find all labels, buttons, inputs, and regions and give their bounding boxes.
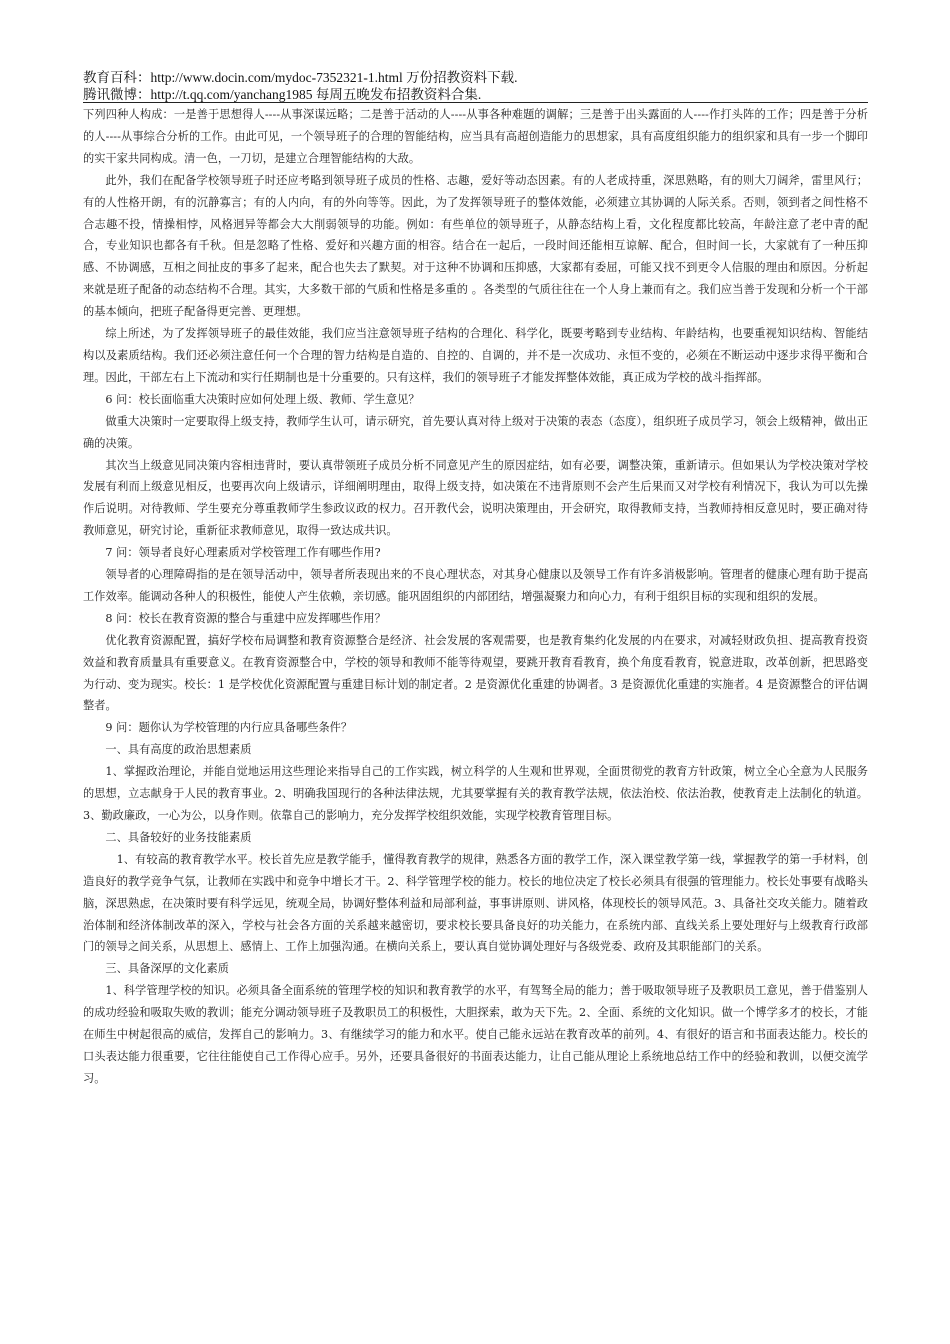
- document-body: [83, 104, 868, 1090]
- paragraph: 此外，我们在配备学校领导班子时还应考略到领导班子成员的性格、志趣，爱好等动态因素。有的人老成持重，深思熟略，有的则大刀阔斧，雷里风行；有的人性格开朗，有的沉静寡言；有的人内向，有的外向等等。因此，为了发挥领导班子的整体效能，必须建立其协调的人际关系。否则，领到者之间性格不合志趣不投，情操相悖，风格迥异等都会大大削弱领导的功能。例如：有些单位的领导班子，从静态结构上看，文化程度都比较高，年龄注意了老中青的配合，专业知识也都各有千秋。但是忽略了性格、爱好和兴趣方面的相容。结合在一起后，一段时间还能相互谅解、配合，但时间一长，大家就有了一种压抑感、不协调感，互相之间扯皮的事多了起来，配合也失去了默契。对于这种不协调和压抑感，大家都有委屈，可能又找不到更令人信服的理由和原因。分析起来就是班子配备的动态结构不合理。其实，大多数干部的气质和性格是多重的 。各类型的气质往往在一个人身上兼而有之。我们应当善于发现和分析一个干部的基本倾向，把班子配备得更完善、更理想。: [83, 173, 868, 319]
- paragraph: 综上所述，为了发挥领导班子的最佳效能，我们应当注意领导班子结构的合理化、科学化，既要考略到专业结构、年龄结构，也要重视知识结构、智能结构以及素质结构。我们还必须注意任何一个合理的智力结构是自造的、自控的、自调的，并不是一次成功、永恒不变的，必须在不断运动中逐步求得平衡和合理。因此，干部左右上下流动和实行任期制也是十分重要的。只有这样，我们的领导班子才能发挥整体效能，真正成为学校的战斗指挥部。: [83, 327, 868, 384]
- paragraph: 其次当上级意见同决策内容相违背时，要认真带领班子成员分析不同意见产生的原因症结，如有必要，调整决策，重新请示。但如果认为学校决策对学校发展有利而上级意见相反，也要再次向上级请示，详细阐明理由，取得上级支持，如决策在不违背原则不会产生后果而又对学校有利情况下，我认为可以先操作后说明。对待教师、学生要充分尊重教师学生参政议政的权力。召开教代会，说明决策理由，开会研究，取得教师支持，当教师持相反意见时，要正确对待教师意见，研究讨论，重新征求教师意见，取得一致达成共识。: [83, 458, 868, 538]
- paragraph: 下列四种人构成：一是善于思想得人----从事深谋远略；二是善于活动的人----从事各种难题的调解；三是善于出头露面的人----作打头阵的工作；四是善于分析的人----从事综合分析的工作。由此可见，一个领导班子的合理的智能结构，应当具有高超创造能力的思想家，具有高度组织能力的组织家和具有一步一个脚印的实干家共同构成。清一色，一刀切，是建立合理智能结构的大敌。: [83, 108, 868, 165]
- section-heading: 二、具备较好的业务技能素质: [105, 830, 252, 844]
- paragraph: 1、有较高的教育教学水平。校长首先应是教学能手，懂得教育教学的规律，熟悉各方面的教学工作，深入课堂教学第一线，掌握教学的第一手材料，创造良好的教学竞争气氛，让教师在实践中和竞争中增长才干。2、科学管理学校的能力。校长的地位决定了校长必须具有很强的管理能力。校长处事要有战略头脑，深思熟虑，在决策时要有科学远见，统观全局，协调好整体利益和局部利益，事事讲原则、讲风格，体现校长的领导风范。3、具备社交攻关能力。随着政治体制和经济体制改革的深入，学校与社会各方面的关系越来越密切，要求校长要具备良好的功关能力，在系统内部、直线关系上要处理好与上级教育行政部门的领导之间关系，从思想上、感情上、工作上加强沟通。在横向关系上，要认真自觉协调处理好与各级党委、政府及其职能部门的关系。: [83, 852, 868, 954]
- paragraph: 优化教育资源配置，搞好学校布局调整和教育资源整合是经济、社会发展的客观需要，也是教育集约化发展的内在要求，对减轻财政负担、提高教育投资效益和教育质量具有重要意义。在教育资源整合中，学校的领导和教师不能等待观望，要跳开教育看教育，换个角度看教育，锐意进取，改革创新，把思路变为行动、变为现实。校长：1 是学校优化资源配置与重建目标计划的制定者。2 是资源优化重建的协调者。3 是资源优化重建的实施者。4 是资源整合的评估调整者。: [83, 633, 868, 713]
- question-heading: 7 问：领导者良好心理素质对学校管理工作有哪些作用?: [105, 546, 381, 560]
- paragraph: 领导者的心理障碍指的是在领导活动中，领导者所表现出来的不良心理状态，对其身心健康以及领导工作有许多消极影响。管理者的健康心理有助于提高工作效率。能调动各种人的积极性，能使人产生依赖，亲切感。能巩固组织的内部团结，增强凝聚力和向心力，有利于组织目标的实现和组织的发展。: [83, 568, 868, 603]
- question-heading: 6 问：校长面临重大决策时应如何处理上级、教师、学生意见？: [105, 392, 420, 406]
- section-heading: 一、具有高度的政治思想素质: [105, 743, 252, 757]
- paragraph: 做重大决策时一定要取得上级支持，教师学生认可，请示研究，首先要认真对待上级对于决策的表态（态度），组织班子成员学习，领会上级精神，做出正确的决策。: [83, 414, 868, 450]
- section-heading: 三、具备深厚的文化素质: [105, 962, 230, 976]
- paragraph: 1、掌握政治理论，并能自觉地运用这些理论来指导自己的工作实践，树立科学的人生观和世界观，全面贯彻党的教育方针政策，树立全心全意为人民服务的思想，立志献身于人民的教育事业。2、明确我国现行的各种法律法规，尤其要掌握有关的教育教学法规，依法治校、依法治教，使教育走上法制化的轨道。3、勤政廉政，一心为公，以身作则。依靠自己的影响力，充分发挥学校组织效能，实现学校教育管理目标。: [83, 765, 868, 822]
- question-heading: 9 问：题你认为学校管理的内行应具备哪些条件？: [105, 721, 353, 735]
- header-divider: [83, 102, 868, 103]
- header-weibo-link[interactable]: 腾讯微博：http://t.qq.com/yanchang1985 每周五晚发布招教资料合集.: [83, 87, 482, 102]
- page-header: [83, 69, 868, 103]
- paragraph: 1、科学管理学校的知识。必须具备全面系统的管理学校的知识和教育教学的水平，有驾驽全局的能力；善于吸取领导班子及教职员工意见，善于借鉴别人的成功经验和吸取失败的教训；能充分调动领导班子及教职员工的积极性，大胆探索，敢为天下先。2、全面、系统的文化知识。做一个博学多才的校长，才能在师生中树起很高的威信，发挥自己的影响力。3、有继续学习的能力和水平。使自己能永远站在教育改革的前列。4、有很好的语言和书面表达能力。校长的口头表达能力很重要，它往往能使自己工作得心应手。另外，还要具备很好的书面表达能力，让自己能从理论上系统地总结工作中的经验和教训，以便交流学习。: [83, 984, 868, 1085]
- question-heading: 8 问：校长在教育资源的整合与重建中应发挥哪些作用？: [105, 611, 386, 625]
- header-docin-link[interactable]: 教育百科：http://www.docin.com/mydoc-7352321-1.html 万份招教资料下载.: [83, 70, 518, 85]
